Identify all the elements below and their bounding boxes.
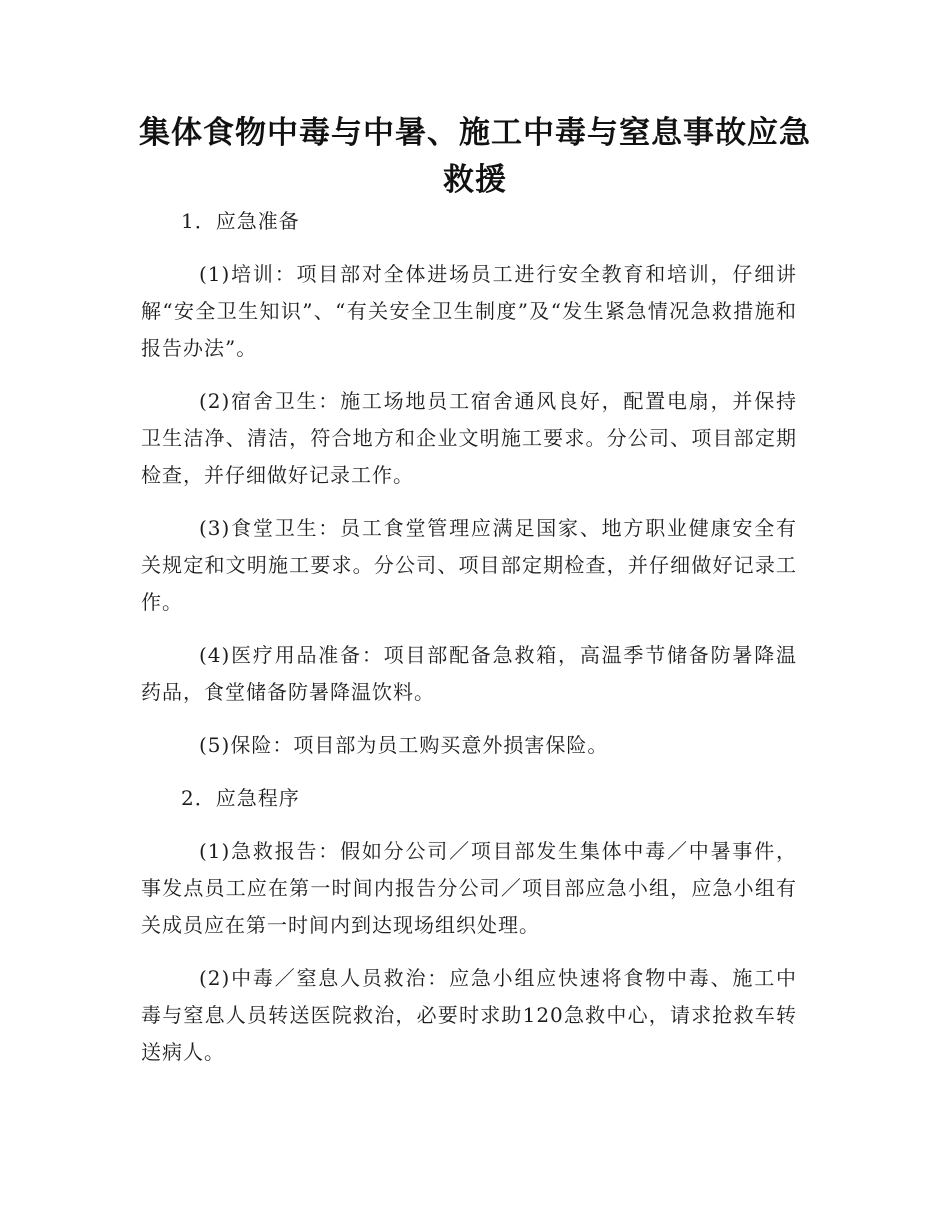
paragraph-medical-supplies: (4)医疗用品准备：项目部配备急救箱，高温季节储备防暑降温药品，食堂储备防暑降温饮料。 — [141, 643, 797, 704]
document-title: 集体食物中毒与中暑、施工中毒与窒息事故应急救援 — [139, 115, 811, 198]
paragraph-dormitory-hygiene: (2)宿舍卫生：施工场地员工宿舍通风良好，配置电扇，并保持卫生洁净、清洁，符合地方和企业文明施工要求。分公司、项目部定期检查，并仔细做好记录工作。 — [141, 389, 797, 487]
document-body — [141, 203, 797, 1087]
paragraph-canteen-hygiene: (3)食堂卫生：员工食堂管理应满足国家、地方职业健康安全有关规定和文明施工要求。分公司、项目部定期检查，并仔细做好记录工作。 — [141, 516, 797, 614]
section-heading-preparation: 1．应急准备 — [181, 209, 300, 233]
paragraph-emergency-report: (1)急救报告：假如分公司／项目部发生集体中毒／中暑事件，事发点员工应在第一时间内报告分公司／项目部应急小组，应急小组有关成员应在第一时间内到达现场组织处理。 — [141, 839, 797, 937]
paragraph-victim-treatment: (2)中毒／窒息人员救治：应急小组应快速将食物中毒、施工中毒与窒息人员转送医院救治，必要时求助120急救中心，请求抢救车转送病人。 — [141, 966, 797, 1064]
paragraph-training: (1)培训：项目部对全体进场员工进行安全教育和培训，仔细讲解“安全卫生知识”、“有关安全卫生制度”及“发生紧急情况急救措施和报告办法”。 — [141, 262, 797, 360]
section-heading-procedure: 2．应急程序 — [181, 786, 300, 810]
paragraph-insurance: (5)保险：项目部为员工购买意外损害保险。 — [199, 733, 609, 757]
